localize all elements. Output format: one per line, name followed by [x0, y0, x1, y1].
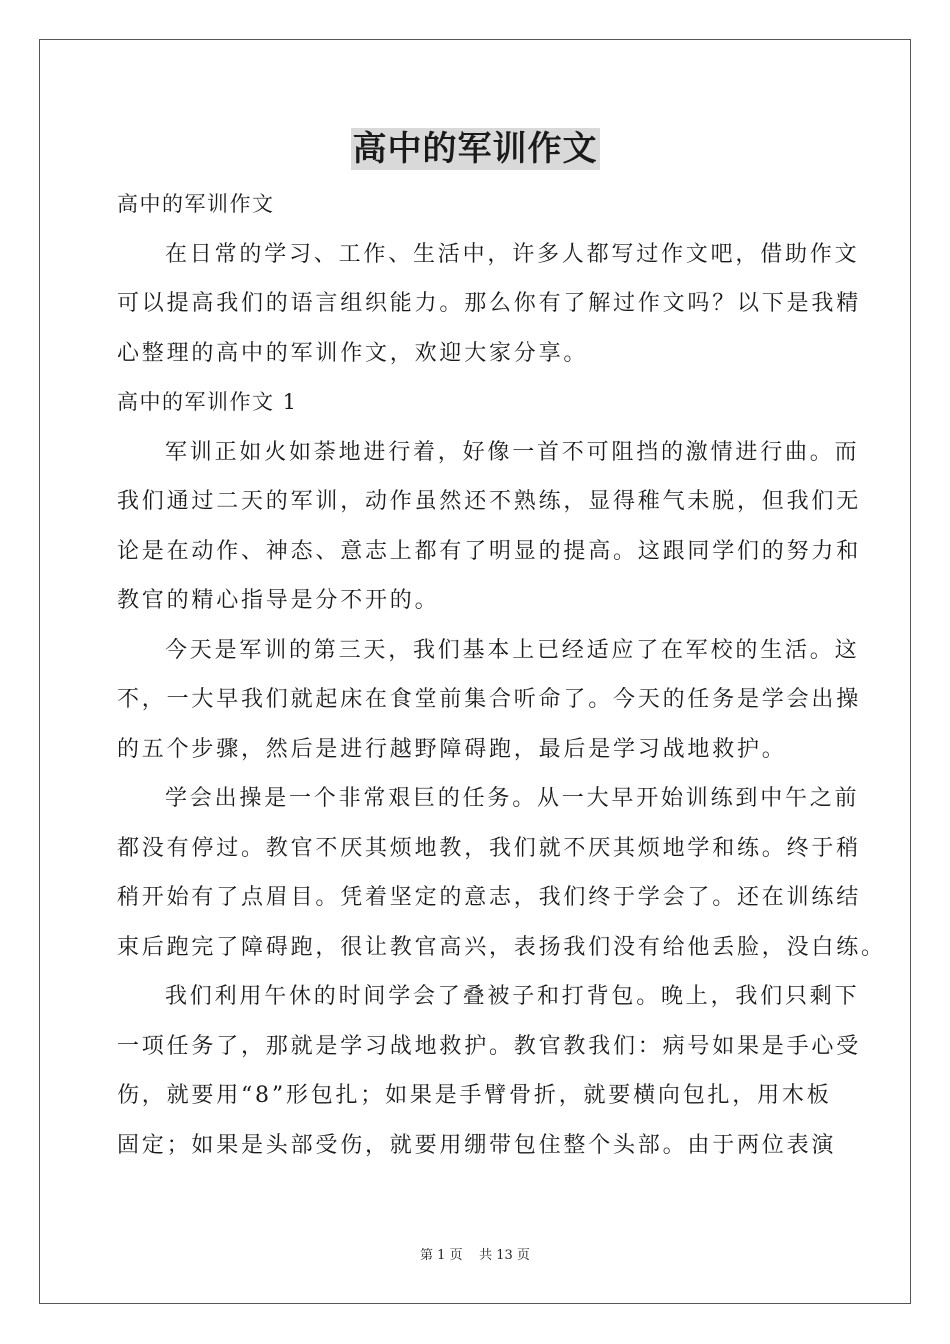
- text-line: 军训正如火如荼地进行着，好像一首不可阻挡的激情进行曲。而: [165, 439, 860, 465]
- text-line: 我们通过二天的军训，动作虽然还不熟练，显得稚气未脱，但我们无: [117, 489, 862, 514]
- text-line: 固定；如果是头部受伤，就要用绷带包住整个头部。由于两位表演: [117, 1132, 837, 1158]
- page-footer: [0, 1247, 950, 1265]
- text-line: 在日常的学习、工作、生活中，许多人都写过作文吧，借助作文: [165, 241, 860, 267]
- text-line: 的五个步骤，然后是进行越野障碍跑，最后是学习战地救护。: [117, 736, 787, 762]
- text-line: 心整理的高中的军训作文，欢迎大家分享。: [117, 340, 589, 366]
- title-container: [0, 128, 950, 170]
- text-line: 都没有停过。教官不厌其烦地教，我们就不厌其烦地学和练。终于稍: [117, 835, 862, 861]
- text-line: 今天是军训的第三天，我们基本上已经适应了在军校的生活。这: [165, 637, 860, 663]
- text-line: 稍开始有了点眉目。凭着坚定的意志，我们终于学会了。还在训练结: [117, 885, 862, 910]
- document-body: [117, 180, 886, 1170]
- text-line: 论是在动作、神态、意志上都有了明显的提高。这跟同学们的努力和: [117, 538, 862, 564]
- text-line: 学会出操是一个非常艰巨的任务。从一大早开始训练到中午之前: [165, 786, 860, 811]
- text-line: 一项任务了，那就是学习战地救护。教官教我们：病号如果是手心受: [117, 1033, 862, 1059]
- text-line: 束后跑完了障碍跑，很让教官高兴，表扬我们没有给他丢脸，没白练。: [117, 934, 886, 960]
- text-line: 我们利用午休的时间学会了叠被子和打背包。晚上，我们只剩下: [165, 984, 860, 1009]
- text-line: 教官的精心指导是分不开的。: [117, 588, 440, 613]
- text-line: 伤，就要用“8”形包扎；如果是手臂骨折，就要横向包扎，用木板: [117, 1083, 832, 1108]
- section-heading: 高中的军训作文: [117, 192, 275, 216]
- page-total: 共 13 页: [479, 1248, 530, 1263]
- text-line: 可以提高我们的语言组织能力。那么你有了解过作文吗？以下是我精: [117, 291, 862, 316]
- page-number: 第 1 页: [420, 1248, 463, 1263]
- document-title: 高中的军训作文: [352, 129, 598, 169]
- text-line: 不，一大早我们就起床在食堂前集合听命了。今天的任务是学会出操: [117, 687, 862, 712]
- section-heading: 高中的军训作文 1: [117, 390, 298, 414]
